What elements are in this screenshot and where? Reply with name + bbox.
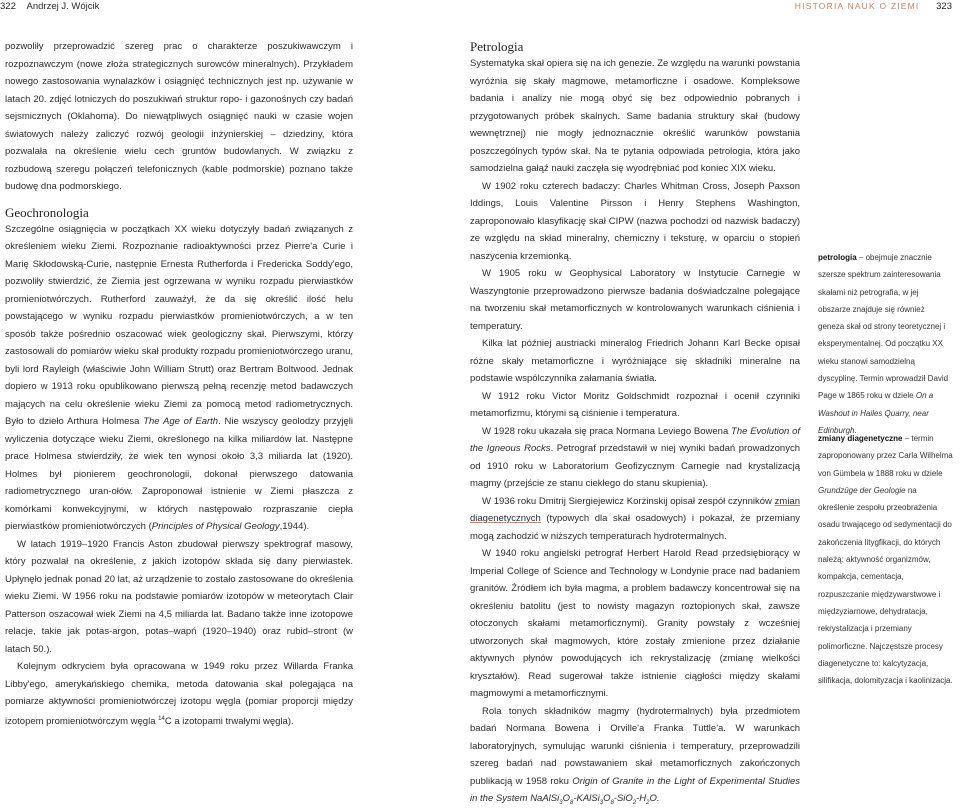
heading-geochronologia: Geochronologia xyxy=(5,204,353,221)
heading-petrologia: Petrologia xyxy=(470,38,800,55)
left-column xyxy=(5,38,353,730)
paragraph-systematyka: Systematyka skał opiera się na ich genezie. Ze względu na warunki powstania wyróżnia się skały magmowe, metamorficzne i osadowe. Kompleksowe badania i analizy nie mogą obyć się bez odpowiednio pobranych i przygotowanych próbek skalnych. Same badania struktury skał (budowy wewnętrznej) nie mogły jednoznacznie określić warunków powstania poszczególnych typów skał. Na te pytania odpowiada petrologia, która jako samodzielna gałąź nauki zaczęła się wyodrębniać pod koniec XIX wieku. xyxy=(470,55,800,178)
sidebar-note-diagenetic: zmiany diagenetyczne – termin zaproponowany przez Carla Wilhelma von Gümbela w 1888 roku w dziele Grundzüge der Geologie na określenie zespołu przeobrażenia osadu trwającego od sedymentacji do zakończenia litygfikacji, do których należą: aktywność organizmów, kompakcja, cementacja, rozpuszczanie międzywarstwowe i międzyziarnowe, dehydratacja, rekrystalizacja i przemiany polimorficzne. Najczęstsze procesy diagenetyczne to: kalcytyzacja, silifikacja, dolomityzacja i kaolinizacja. xyxy=(818,430,953,689)
running-title: HISTORIA NAUK O ZIEMI xyxy=(795,1,920,11)
paragraph-korzhinsky: W 1936 roku Dmitrij Siergiejewicz Korżinskij opisał zespół czynników zmian diagenetycznych (typowych dla skał osadowych) i pokazał, że przemiany mogą zachodzić w niższych temperaturach hydrotermalnych. xyxy=(470,493,800,546)
left-author: Andrzej J. Wójcik xyxy=(27,1,100,12)
paragraph-tuttle: Rola tonych składników magmy (hydrotermalnych) była przedmiotem badań Normana Bowena i Orville'a Franka Tuttle'a. W warunkach laboratoryjnych, symulując warunki ciśnienia i temperatury, przeprowadzili szereg badań nad powstawaniem skał metamorficznych zakończonych publikacją w 1958 roku Origin of Granite in the Light of Experimental Studies in the System $NaAlSi_3O_8-KAlSi_3O_8-SiO_2-H_2O$. xyxy=(470,703,800,812)
paragraph-wars: pozwoliły przeprowadzić szereg prac o charakterze poszukiwawczym i rozpoznawczym (nowe złoża strategicznych surowców mineralnych). Przykładem nowego zastosowania wynalazków i osiągnięć technicznych jest np. używanie w latach 20. zdjęć lotniczych do poszukiwań struktur ropo- i gazonośnych czy badań sejsmicznych (Oklahoma). Do niewątpliwych osiągnięć nauki w czasie wojen światowych należy zaliczyć rozwój geologii inżynierskiej – dziedziny, która pozwalała na określenie wielu cech gruntów budowlanych. W związku z rozbudową szeregu połączeń telefonicznych (kable podmorskie) poznano także budowę dna podmorskiego. xyxy=(5,38,353,196)
left-page-number: 322 xyxy=(0,1,16,12)
paragraph-goldschmidt: W 1912 roku Victor Moritz Goldschmidt rozpoznał i ocenił czynniki metamorfizmu, którymi są ciśnienie i temperatura. xyxy=(470,388,800,423)
paragraph-aston: W latach 1919–1920 Francis Aston zbudował pierwszy spektrograf masowy, który pozwalał na określenie, z jakich izotopów składa się dany pierwiastek. Upłynęło jednak ponad 20 lat, aż urządzenie to zostało zastosowane do określenia wieku Ziemi. W 1956 roku na podstawie pomiarów izotopów w meteorytach Clair Patterson oszacował wiek Ziemi na 4,5 miliarda lat. Badano także inne izotopowe relacje, takie jak potas-argon, potas–wapń (1920–1940) oraz rubid–stront (w latach 50.). xyxy=(5,536,353,659)
right-column xyxy=(470,38,800,812)
paragraph-cipw: W 1902 roku czterech badaczy: Charles Whitman Cross, Joseph Paxson Iddings, Louis Valentine Pirsson i Henry Stephens Washington, zaproponowało klasyfikację skał CIPW (nazwa pochodzi od nazwisk badaczy) ze względu na skład mineralny, chemiczny i teksturę, w oparciu o stopień naszycenia krzemionką. xyxy=(470,178,800,266)
term-petrologia: petrologia xyxy=(818,253,857,262)
paragraph-becke: Kilka lat później austriacki mineralog Friedrich Johann Karl Becke opisał różne skały metamorficzne i wyróżniające się składniki mineralne na podstawie wspólczynnika załamania światła. xyxy=(470,335,800,388)
term-zmiany-diagenetyczne: zmiany diagenetyczne xyxy=(818,434,902,443)
sidebar-note-petrologia: petrologia – obejmuje znacznie szersze spektrum zainteresowania skałami niż petrografia, w jej obszarze znajduje się również geneza skał od strony teoretycznej i eksperymentalnej. Od początku XX wieku stanowi samodzielną dyscyplinę. Termin wprowadził David Page w 1865 roku w dziele On a Washout in Hailes Quarry, near Edinburgh. xyxy=(818,249,953,439)
paragraph-bowen: W 1928 roku ukazała się praca Normana Leviego Bowena The Evolution of the Igneous Rocks. Petrograf przedstawił w niej wyniki badań prowadzonych od 1910 roku w Laboratorium Geofizycznym Carnegie nad krystalizacją magmy (przejście ze stanu ciekłego do stanu skupienia). xyxy=(470,423,800,493)
paragraph-age-of-earth: Szczególne osiągnięcia w początkach XX wieku dotyczyły badań związanych z określeniem wieku Ziemi. Rozpoznanie radioaktywności przez Pierre'a Curie i Marię Skłodowską-Curie, następnie Ernesta Rutherforda i Fredericka Soddy'ego, pozwoliły stwierdzić, że Ziemia jest ogrzewana w wyniku rozpadu pierwiastków promieniotwórczych. Rutherford zauważył, że da się określić ilość helu powstającego w wyniku rozpadu pierwiastków promieniotwórczych, a w ten sposób także pośrednio oszacować wiek geologiczny skał. Pierwszymi, którzy zastosowali do pomiarów wieku skał produkty rozpadu promieniotwórczego uranu, byli lord Rayleigh (właściwie John William Strutt) oraz Bertram Boltwood. Jednak dopiero w 1913 roku opublikowano pierwszą pełną recenzję metod badawczych mających na celu określenie wieku Ziemi za pomocą metod radiometrycznych. Było to dzieło Arthura Holmesa The Age of Earth. Nie wszyscy geolodzy przyjęli wyliczenia dotyczące wieku Ziemi, określonego na kilka miliardów lat. Następne prace Holmesa stwierdziły, że wiek ten wynosi około 3,3 miliarda lat (1920). Holmes był pionierem geochronologii, dokonał pierwszego datowania radiometrycznego uran-ołów. Zaproponował istnienie w Ziemi płaszcza z komórkami konwekcyjnymi, w których następowało rozpraszanie ciepła pierwiastków promieniotwórczych (Principles of Physical Geology,1944). xyxy=(5,221,353,536)
paragraph-libby: Kolejnym odkryciem była opracowana w 1949 roku przez Willarda Franka Libby'ego, amerykańskiego chemika, metoda datowania skał polegająca na pomiarze aktywności promieniotwórczej izotopu węgla (pomiar proporcji między izotopem promieniotwórczym węgla $^{14}$C a izotopami trwałymi węgla). xyxy=(5,658,353,730)
right-page-header xyxy=(795,1,952,12)
left-page-header xyxy=(0,1,99,12)
paragraph-carnegie: W 1905 roku w Geophysical Laboratory w Instytucie Carnegie w Waszyngtonie przeprowadzono pierwsze badania doświadczalne polegające na tworzeniu skał metamorficznych w kontrolowanych warunkach ciśnienia i temperatury. xyxy=(470,265,800,335)
paragraph-read: W 1940 roku angielski petrograf Herbert Harold Read przedsiębiorący w Imperial College of Science and Technology w Londynie prace nad badaniem granitów. Źródłem ich była magma, a problem badawczy koncentrował się na określeniu batolitu (jest to nowisty magazyn roztopionych skał, zawsze otoczonych skałami metamorficznymi). Granity powstały z wcześniej utworzonych skał magmowych, które zostały zmienione przez działanie aktywnych płynów powodujących ich rekrystalizację (zmianę wielkości kryształów). Read sugerował także istnienie ciągłości między skałami magmowymi a metamorficznymi. xyxy=(470,545,800,703)
term-link-diagenetic: zmian diagenetycznych xyxy=(470,496,800,525)
right-page-number: 323 xyxy=(936,1,952,12)
